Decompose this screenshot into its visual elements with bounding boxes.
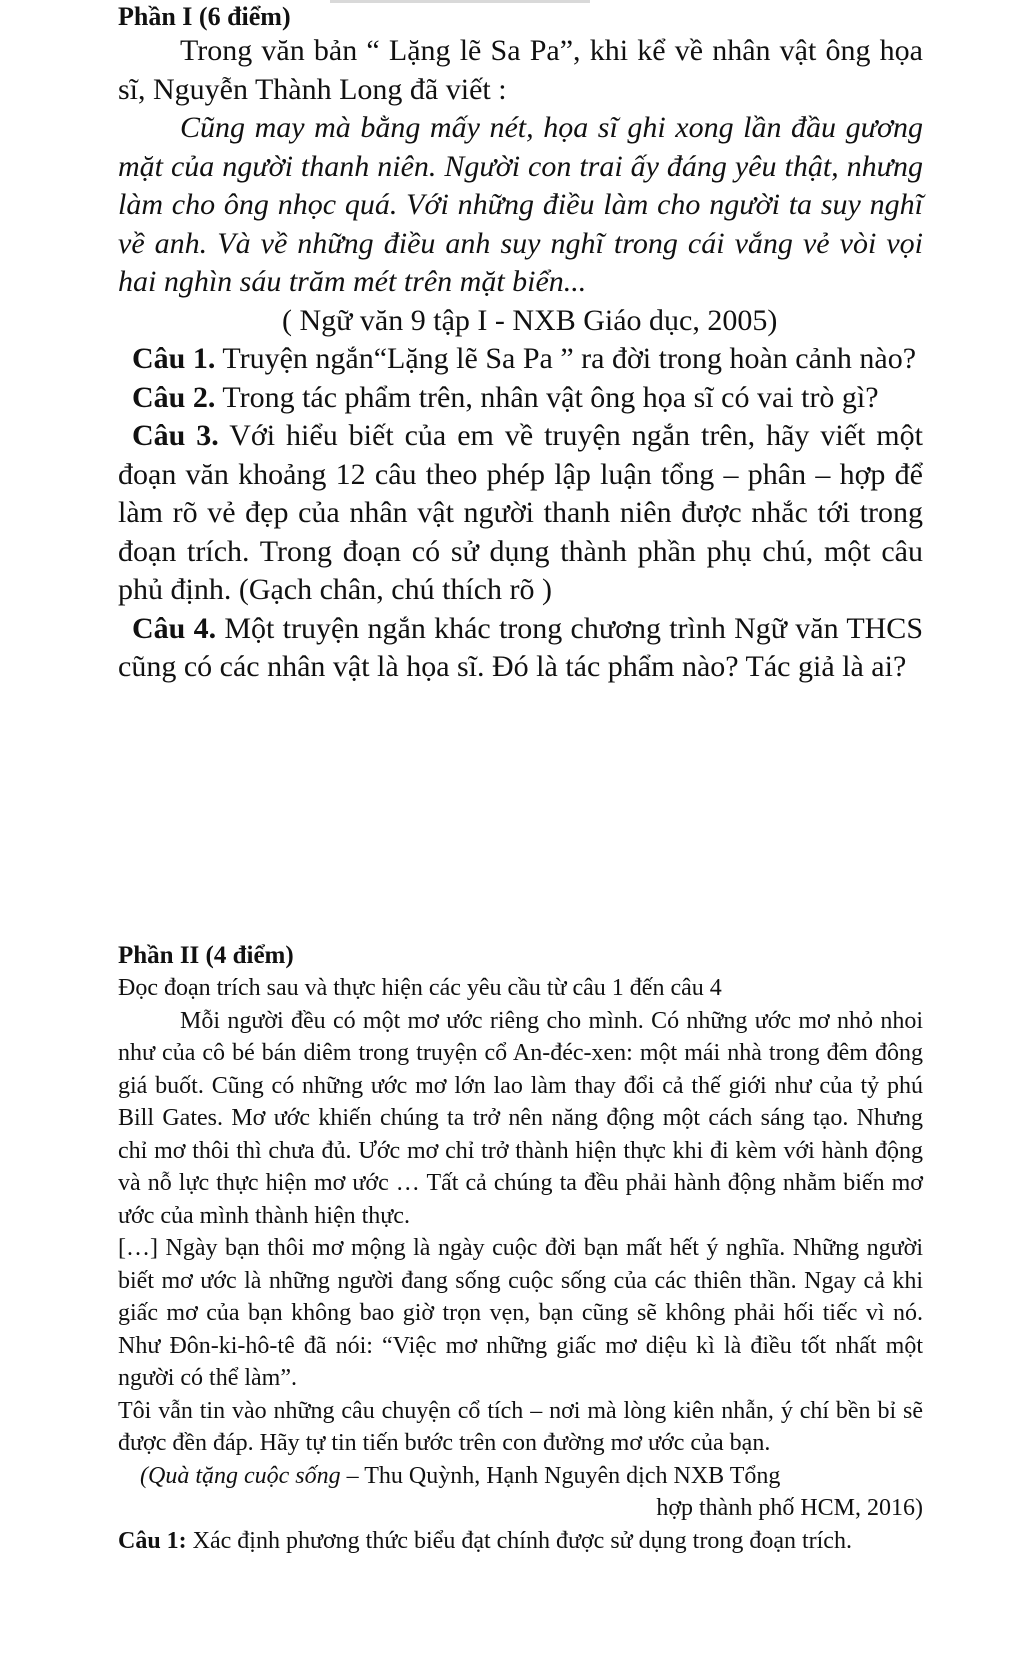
question-4-label: Câu 4. [132,611,217,645]
passage-source [118,1460,923,1493]
question-2-label: Câu 2. [132,380,216,414]
part-2-instruction: Đọc đoạn trích sau và thực hiện các yêu cầu từ câu 1 đến câu 4 [118,975,722,1001]
passage-paragraph-1: Mỗi người đều có một mơ ước riêng cho mình. Có những ước mơ nhỏ nhoi như của cô bé bán diêm trong truyện cổ An-đéc-xen: một mái nhà trong đêm đông giá buốt. Cũng có những ước mơ lớn lao làm thay đổi cả thế giới như của tỷ phú Bill Gates. Mơ ước khiến chúng ta trở nên năng động một cách sáng tạo. Nhưng chỉ mơ thôi thì chưa đủ. Ước mơ chỉ trở thành hiện thực khi đi kèm với hành động và nỗ lực thực hiện mơ ước … Tất cả chúng ta đều phải hành động nhằm biến mơ ước của mình thành hiện thực. [118,1007,923,1229]
question-2-text: Trong tác phẩm trên, nhân vật ông họa sĩ có vai trò gì? [222,380,879,414]
passage-source-rest: – Thu Quỳnh, Hạnh Nguyên dịch NXB Tổng [340,1462,781,1489]
question-2 [118,379,923,418]
part-2-question-1 [118,1525,923,1558]
question-3 [118,417,923,610]
part-2-question-1-text: Xác định phương thức biểu đạt chính được sử dụng trong đoạn trích. [192,1527,852,1554]
part-1-intro: Trong văn bản “ Lặng lẽ Sa Pa”, khi kể về nhân vật ông họa sĩ, Nguyễn Thành Long đã viết : [118,34,923,106]
passage-source-line-2: hợp thành phố HCM, 2016) [656,1495,923,1521]
question-3-label: Câu 3. [132,419,219,452]
passage-paragraph-2: […] Ngày bạn thôi mơ mộng là ngày cuộc đời bạn mất hết ý nghĩa. Những người biết mơ ước là những người đang sống cuộc sống của các thiên thần. Ngay cả khi giấc mơ của bạn không bao giờ trọn vẹn, bạn cũng sẽ không phải hối tiếc vì nó. Như Đôn-ki-hô-tê đã nói: “Việc mơ những giấc mơ diệu kì là điều tốt nhất một người có thể làm”. [118,1235,923,1391]
part-2 [118,940,923,1557]
question-4 [118,610,923,687]
part-1-quote: Cũng may mà bằng mấy nét, họa sĩ ghi xong lần đầu gương mặt của người thanh niên. Người con trai ấy đáng yêu thật, nhưng làm cho ông nhọc quá. Với những điều làm cho người ta suy nghĩ về anh. Và về những điều anh suy nghĩ trong cái vắng vẻ vòi vọi hai nghìn sáu trăm mét trên mặt biển... [118,111,923,298]
part-1-heading: Phần I (6 điểm) [118,2,291,31]
part-1 [118,2,923,687]
question-1-text: Truyện ngắn“Lặng lẽ Sa Pa ” ra đời trong hoàn cảnh nào? [222,342,917,375]
part-1-source: ( Ngữ văn 9 tập I - NXB Giáo dục, 2005) [282,303,778,337]
question-1-label: Câu 1. [132,342,216,375]
part-2-heading: Phần II (4 điểm) [118,942,294,969]
passage-source-title: (Quà tặng cuộc sống [140,1462,341,1489]
question-1 [118,340,923,379]
passage-paragraph-3: Tôi vẫn tin vào những câu chuyện cổ tích – nơi mà lòng kiên nhẫn, ý chí bền bỉ sẽ được đền đáp. Hãy tự tin tiến bước trên con đường mơ ước của bạn. [118,1397,923,1456]
question-3-text: Với hiểu biết của em về truyện ngắn trên, hãy viết một đoạn văn khoảng 12 câu theo phép lập luận tổng – phân – hợp để làm rõ vẻ đẹp của nhân vật người thanh niên được nhắc tới trong đoạn trích. Trong đoạn có sử dụng thành phần phụ chú, một câu phủ định. (Gạch chân, chú thích rõ ) [118,419,923,606]
part-2-question-1-label: Câu 1: [118,1527,187,1554]
question-4-text: Một truyện ngắn khác trong chương trình Ngữ văn THCS cũng có các nhân vật là họa sĩ. Đó là tác phẩm nào? Tác giả là ai? [118,611,924,683]
